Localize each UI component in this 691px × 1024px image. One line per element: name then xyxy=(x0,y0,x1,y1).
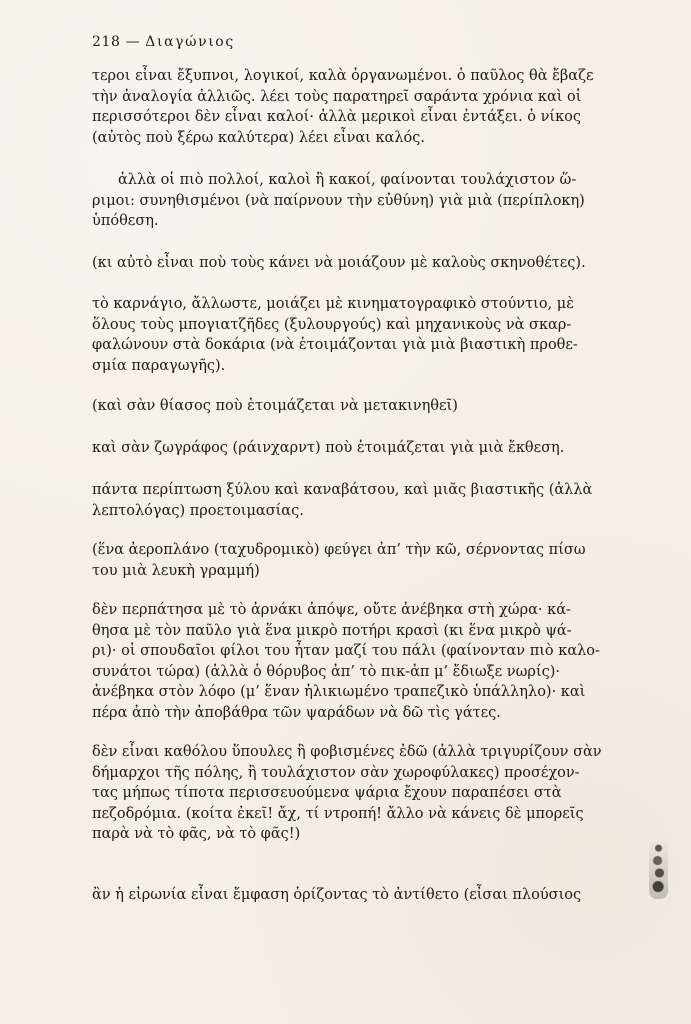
page-number: 218 xyxy=(92,34,121,50)
page-header xyxy=(92,34,235,50)
paragraph-line: τας μήπως τίποτα περισσευούμενα ψάρια ἔχουν παραπέσει στὰ xyxy=(92,785,562,801)
header-separator: — xyxy=(125,34,141,50)
paragraph-line: περισσότεροι δὲν εἶναι καλοί· ἀλλὰ μερικοὶ εἶναι ἐντάξει. ὁ νίκος xyxy=(92,109,582,125)
paragraph-6 xyxy=(92,438,640,459)
paragraph-line: (ἕνα ἀεροπλάνο (ταχυδρομικὸ) φεύγει ἀπ’ τὴν κῶ, σέρνοντας πίσω xyxy=(92,542,586,558)
paragraph-line: δήμαρχοι τῆς πόλης, ἢ τουλάχιστον σὰν χωροφύλακες) προσέχον- xyxy=(92,764,580,781)
paragraph-line: λεπτολόγας) προετοιμασίας. xyxy=(92,502,304,519)
paragraph-line: τὴν ἀναλογία ἀλλιῶς. λέει τοὺς παρατηρεῖ σαράντα χρόνια καὶ οἱ xyxy=(92,88,582,105)
paragraph-line: δὲν εἶναι καθόλου ὕπουλες ἢ φοβισμένες ἐδῶ (ἀλλὰ τριγυρίζουν σὰν xyxy=(92,744,602,760)
paragraph-line: πέρα ἀπὸ τὴν ἀποβάθρα τῶν ψαράδων νὰ δῶ τὶς γάτες. xyxy=(92,704,501,721)
ink-stain xyxy=(649,837,668,899)
paragraph-line: καὶ σὰν ζωγράφος (ράινχαρντ) ποὺ ἑτοιμάζεται γιὰ μιὰ ἔκθεση. xyxy=(92,440,565,456)
paragraph-line: (καὶ σὰν θίασος ποὺ ἑτοιμάζεται νὰ μετακινηθεῖ) xyxy=(92,398,458,414)
paragraph-line: τὸ καρνάγιο, ἄλλωστε, μοιάζει μὲ κινηματογραφικὸ στούντιο, μὲ xyxy=(92,296,574,312)
paragraph-line: παρὰ νὰ τὸ φᾶς, νὰ τὸ φᾶς!) xyxy=(92,826,301,842)
paragraph-2 xyxy=(92,170,640,232)
paragraph-4 xyxy=(92,294,640,376)
paragraph-line: (αὐτὸς ποὺ ξέρω καλύτερα) λέει εἶναι καλός. xyxy=(92,129,425,146)
paragraph-line: ἀλλὰ οἱ πιὸ πολλοί, καλοὶ ἢ κακοί, φαίνονται τουλάχιστον ὥ- xyxy=(118,172,577,188)
paragraph-line: σμία παραγωγῆς). xyxy=(92,357,226,374)
paragraph-line: φαλώνουν στὰ δοκάρια (νὰ ἑτοιμάζονται γιὰ μιὰ βιαστικὴ προθε- xyxy=(92,337,578,353)
paragraph-7 xyxy=(92,480,640,521)
paragraph-line: δὲν περπάτησα μὲ τὸ ἀρνάκι ἀπόψε, οὔτε ἀνέβηκα στὴ χώρα· κά- xyxy=(92,602,571,618)
paragraph-line: ἂν ἡ εἰρωνία εἶναι ἔμφαση ὁρίζοντας τὸ ἀντίθετο (εἶσαι πλούσιος xyxy=(92,887,582,903)
paragraph-11 xyxy=(92,885,640,906)
paragraph-line: θησα μὲ τὸν παῦλο γιὰ ἕνα μικρὸ ποτήρι κρασὶ (κι ἕνα μικρὸ ψά- xyxy=(92,622,572,639)
running-title: Διαγώνιος xyxy=(145,34,235,50)
paragraph-line: τεροι εἶναι ἔξυπνοι, λογικοί, καλὰ ὀργανωμένοι. ὁ παῦλος θὰ ἔβαζε xyxy=(92,68,594,84)
paragraph-line: πεζοδρόμια. (κοίτα ἐκεῖ! ἄχ, τί ντροπή! ἄλλο νὰ κάνεις δὲ μπορεῖς xyxy=(92,805,584,822)
paragraph-9 xyxy=(92,600,640,723)
paragraph-5 xyxy=(92,396,640,417)
paragraph-line: συνάτοι τώρα) (ἀλλὰ ὁ θόρυβος ἀπ’ τὸ πικ-ἀπ μ’ ἔδιωξε νωρίς)· xyxy=(92,663,561,680)
paragraph-line: πάντα περίπτωση ξύλου καὶ καναβάτσου, καὶ μιᾶς βιαστικῆς (ἀλλὰ xyxy=(92,482,593,498)
paragraph-8 xyxy=(92,540,640,581)
paragraph-line: (κι αὐτὸ εἶναι ποὺ τοὺς κάνει νὰ μοιάζουν μὲ καλοὺς σκηνοθέτες). xyxy=(92,255,586,271)
paragraph-line: ἀνέβηκα στὸν λόφο (μ’ ἕναν ἡλικιωμένο τραπεζικὸ ὑπάλληλο)· καὶ xyxy=(92,684,586,700)
paragraph-line: ρι)· οἱ σπουδαῖοι φίλοι του ἦταν μαζί του πάλι (φαίνονταν πιὸ καλο- xyxy=(92,643,600,659)
paragraph-1 xyxy=(92,66,640,148)
paragraph-3 xyxy=(92,253,640,274)
paragraph-line: ὑπόθεση. xyxy=(92,213,159,229)
paragraph-10 xyxy=(92,742,640,845)
paragraph-line: ὅλους τοὺς μπογιατζῆδες (ξυλουργούς) καὶ μηχανικοὺς νὰ σκαρ- xyxy=(92,316,572,333)
paragraph-line: ριμοι: συνηθισμένοι (νὰ παίρνουν τὴν εὐθύνη) γιὰ μιὰ (περίπλοκη) xyxy=(92,192,585,209)
paragraph-line: του μιὰ λευκὴ γραμμή) xyxy=(92,562,260,579)
